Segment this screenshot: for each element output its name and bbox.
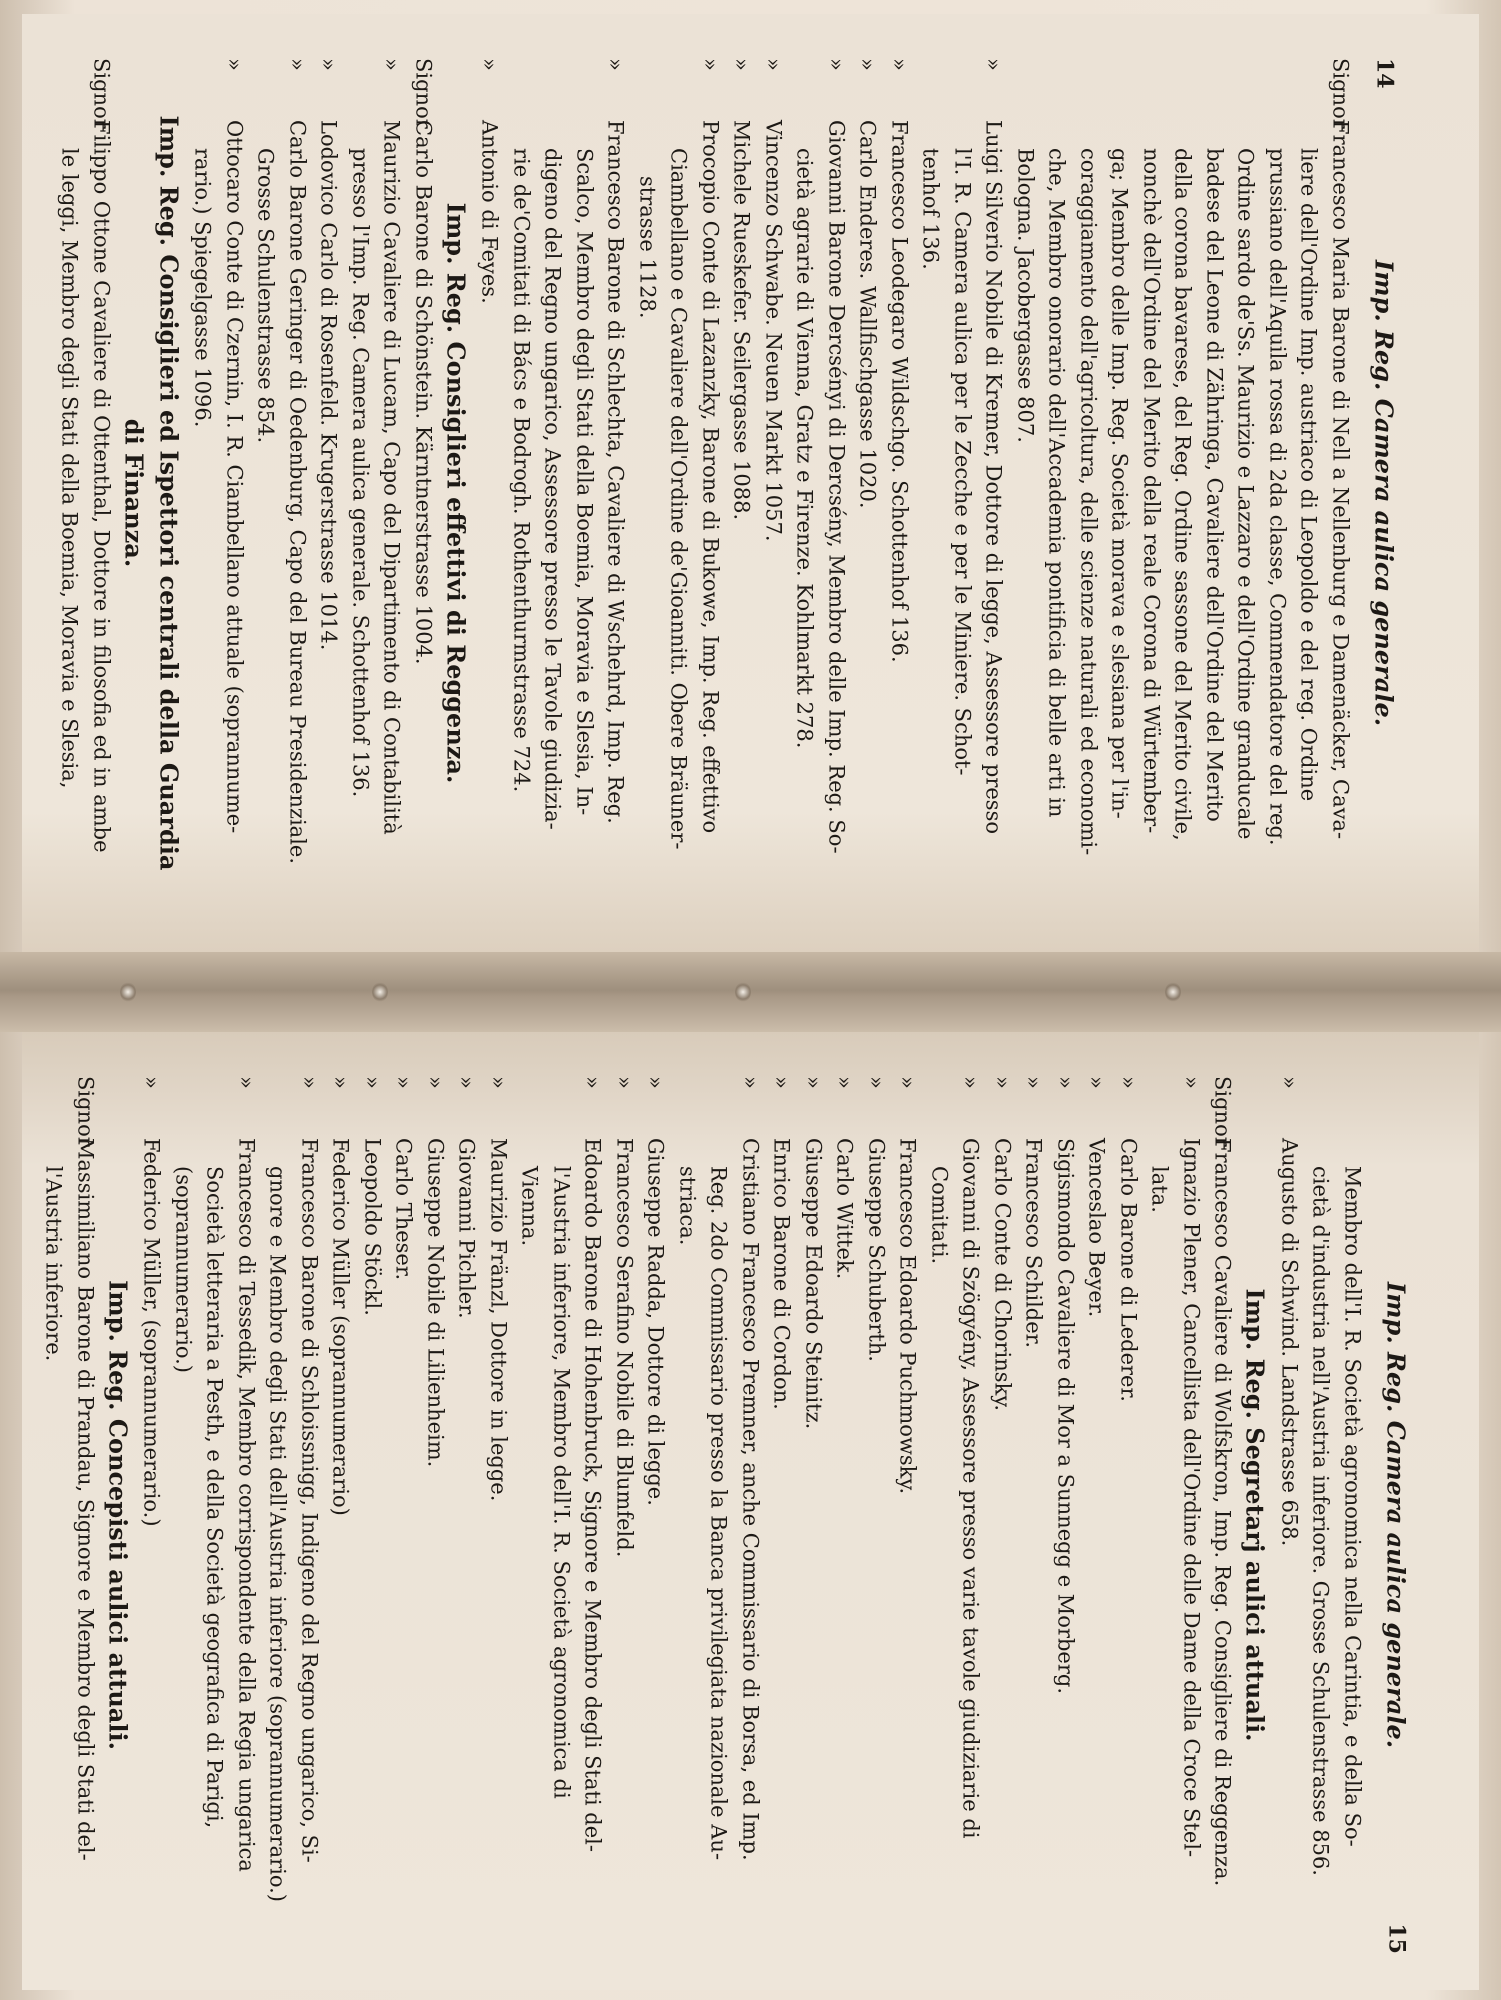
- ditto-mark: »: [761, 58, 785, 71]
- entry-line: [1017, 1076, 1049, 1954]
- ditto-mark: »: [486, 1076, 510, 1089]
- line-text: Francesco Edoardo Puchmowsky.: [895, 1138, 920, 1495]
- ditto-mark: »: [738, 1076, 762, 1089]
- ditto-mark: »: [316, 58, 341, 71]
- binding-stitch: [1165, 982, 1181, 1002]
- section-heading: [116, 58, 151, 928]
- line-text: Maurizio Cavaliere di Lucam, Capo del Dipartimento di Contabilità: [379, 120, 404, 835]
- ditto-mark: »: [1084, 1076, 1109, 1089]
- ditto-mark: »: [222, 58, 246, 71]
- entry-line: [1009, 58, 1041, 928]
- line-text: prussiano dell'Aquila rossa di 2da classe, Commendatore del reg.: [1265, 148, 1289, 846]
- entry-line: [702, 1076, 734, 1954]
- line-text: Lodovico Carlo di Rosenfeld. Krugerstrasse 1014.: [316, 120, 341, 651]
- entry-line: [407, 58, 439, 928]
- line-text: Imp. Reg. Concepisti aulici attuali.: [103, 1280, 132, 1750]
- entry-line: [1206, 1076, 1238, 1954]
- ditto-mark: »: [391, 1076, 416, 1089]
- entry-line: [1080, 1076, 1112, 1954]
- entry-line: [261, 1076, 293, 1954]
- line-text: Francesco Cavaliere di Wolfskron, Imp. Reg. Consigliere di Reggenza.: [1210, 1138, 1235, 1887]
- line-text: Vienna.: [517, 1166, 542, 1247]
- line-text: Reg. 2do Commissario presso la Banca privilegiata nazionale Au-: [706, 1166, 731, 1861]
- line-text: Imp. Reg. Consiglieri effettivi di Reggenza.: [441, 202, 470, 784]
- line-text: Giuseppe Nobile di Lilienheim.: [423, 1138, 447, 1468]
- line-text: Bologna. Jacobergasse 807.: [1013, 148, 1037, 443]
- entry-line: [1135, 58, 1167, 928]
- binding-stitch: [372, 982, 388, 1002]
- ditto-mark: »: [612, 1076, 636, 1089]
- line-text: presso l'Imp. Reg. Camera aulica generale. Schottenhof 136.: [348, 148, 372, 798]
- line-text: Enrico Barone di Cordon.: [769, 1138, 794, 1410]
- line-text: Maurizio Fränzl, Dottore in legge.: [486, 1138, 510, 1502]
- ditto-mark: »: [285, 58, 309, 71]
- line-text: le leggi, Membro degli Stati della Boemia, Moravia e Slesia,: [57, 148, 82, 789]
- line-text: Luigi Silverio Nobile di Kremer, Dottore di legge, Assessore presso: [981, 120, 1006, 834]
- line-text: Antonio di Feyes.: [477, 120, 502, 304]
- line-text: Carlo Barone di Schönstein. Kärntnerstrasse 1004.: [411, 120, 435, 665]
- entry-line: [293, 1076, 325, 1954]
- ditto-mark: »: [990, 1076, 1014, 1089]
- entry-line: [37, 1076, 69, 1954]
- ditto-mark: »: [379, 58, 404, 71]
- entry-prefix: Signor: [1210, 1076, 1235, 1147]
- line-text: nonchè dell'Ordine del Merito della reale Corona di Würtember-: [1139, 148, 1163, 834]
- line-text: Augusto di Schwind. Landstrasse 658.: [1277, 1138, 1301, 1547]
- ditto-mark: »: [769, 1076, 794, 1089]
- line-text: l'I. R. Camera aulica per le Zecche e per le Miniere. Schot-: [950, 148, 974, 776]
- entry-line: [671, 1076, 703, 1954]
- ditto-mark: »: [360, 1076, 384, 1089]
- line-text: lata.: [1147, 1166, 1172, 1213]
- entry-line: [788, 58, 820, 928]
- entry-prefix: Signor: [89, 58, 113, 129]
- line-text: Leopoldo Stöckl.: [360, 1138, 384, 1316]
- book-gutter: [0, 952, 1501, 1032]
- left-page-rotated-frame: [22, 14, 1479, 952]
- line-text: Francesco Barone di Schloissnigg, Indigeno del Regno ungarico, Si-: [297, 1138, 321, 1863]
- entry-line: [954, 1076, 986, 1954]
- entry-line: [1292, 58, 1324, 928]
- entry-line: [1072, 58, 1104, 928]
- line-text: strasse 1128.: [635, 176, 659, 319]
- entry-line: [1175, 1076, 1207, 1954]
- line-text: della corona bavarese, del Reg. Ordine sassone del Merito civile,: [1170, 148, 1195, 841]
- entry-list: [37, 1076, 1367, 1954]
- entry-line: [473, 58, 505, 928]
- line-text: Francesco Schilder.: [1021, 1138, 1046, 1349]
- entry-line: [186, 58, 218, 928]
- line-text: Michele Rueskefer. Seilergasse 1088.: [729, 120, 754, 521]
- entry-line: [891, 1076, 923, 1954]
- ditto-mark: »: [603, 58, 628, 71]
- right-page-rotated-frame: [22, 1032, 1479, 1990]
- line-text: Ignazio Plener, Cancellista dell'Ordine delle Dame della Croce Stel-: [1179, 1138, 1203, 1858]
- entry-line: [482, 1076, 514, 1954]
- entry-line: [576, 1076, 608, 1954]
- line-text: di Finanza.: [119, 418, 148, 568]
- ditto-mark: »: [895, 1076, 920, 1089]
- ditto-mark: »: [698, 58, 722, 71]
- entry-line: [375, 58, 407, 928]
- entry-line: [797, 1076, 829, 1954]
- entry-line: [1273, 1076, 1305, 1954]
- entry-line: [513, 1076, 545, 1954]
- line-text: rario.) Spiegelgasse 1096.: [190, 148, 215, 428]
- left-page-content: [22, 14, 1479, 952]
- ditto-mark: »: [729, 58, 754, 71]
- entry-line: [344, 58, 376, 928]
- line-text: Giovanni Barone Dercsényi di Dercsény, Membro delle Imp. Reg. So-: [824, 120, 848, 854]
- line-text: Membro dell'I. R. Società agronomica nella Carintia, e della So-: [1340, 1166, 1364, 1847]
- line-text: Ciambellano e Cavaliere dell'Ordine de'Gioanniti. Obere Bräuner-: [666, 148, 691, 850]
- section-heading: [438, 58, 473, 928]
- entry-line: [545, 1076, 577, 1954]
- entry-line: [419, 1076, 451, 1954]
- entry-line: [765, 1076, 797, 1954]
- line-text: l'Austria inferiore.: [41, 1166, 66, 1362]
- line-text: tenhof 136.: [918, 148, 943, 270]
- line-text: Carlo Theser.: [391, 1138, 416, 1281]
- line-text: Francesco Serafino Nobile di Blumfeld.: [612, 1138, 636, 1558]
- entry-line: [639, 1076, 671, 1954]
- entry-line: [883, 58, 915, 928]
- entry-line: [725, 58, 757, 928]
- entry-line: [599, 58, 631, 928]
- running-head: [1367, 58, 1399, 928]
- line-text: Giovanni Pichler.: [454, 1138, 479, 1319]
- entry-line: [631, 58, 663, 928]
- entry-line: [198, 1076, 230, 1954]
- line-text: Edoardo Barone di Hohenbruck, Signore e Membro degli Stati del-: [580, 1138, 605, 1852]
- line-text: badese del Leone di Zähringa, Cavaliere dell'Ordine del Merito: [1202, 148, 1226, 822]
- entry-line: [986, 1076, 1018, 1954]
- entry-line: [53, 58, 85, 928]
- line-text: Carlo Enderes. Wallfischgasse 1020.: [855, 120, 880, 509]
- entry-line: [608, 1076, 640, 1954]
- line-text: Carlo Barone di Lederer.: [1116, 1138, 1140, 1402]
- ditto-mark: »: [864, 1076, 888, 1089]
- entry-line: [828, 1076, 860, 1954]
- ditto-mark: »: [297, 1076, 321, 1089]
- entry-list: [53, 58, 1355, 928]
- line-text: Carlo Barone Geringer di Oedenburg, Capo del Bureau Presidenziale.: [285, 120, 309, 865]
- ditto-mark: »: [454, 1076, 479, 1089]
- line-text: Scalco, Membro degli Stati della Boemia, Moravia e Slesia, In-: [572, 148, 596, 816]
- right-page: [22, 1032, 1479, 1990]
- line-text: Giuseppe Radda, Dottore di legge.: [643, 1138, 668, 1506]
- line-text: Federico Müller, (soprannumerario.): [139, 1138, 164, 1527]
- entry-line: [1198, 58, 1230, 928]
- ditto-mark: »: [328, 1076, 353, 1089]
- entry-line: [1336, 1076, 1368, 1954]
- line-text: Ottocaro Conte di Czernin, I. R. Ciambellano attuale (soprannume-: [222, 120, 246, 834]
- entry-line: [946, 58, 978, 928]
- line-text: striaca.: [675, 1166, 699, 1246]
- entry-line: [135, 1076, 167, 1954]
- entry-line: [977, 58, 1009, 928]
- ditto-mark: »: [580, 1076, 605, 1089]
- ditto-mark: »: [423, 1076, 447, 1089]
- line-text: Filippo Ottone Cavaliere di Ottenthal, Dottore in filosofia ed in ambe: [89, 120, 113, 853]
- entry-prefix: Signor: [411, 58, 435, 129]
- entry-line: [1143, 1076, 1175, 1954]
- line-text: Francesco Maria Barone di Nell a Nellenburg e Damenäcker, Cava-: [1328, 120, 1352, 840]
- ditto-mark: »: [958, 1076, 983, 1089]
- line-text: Vincenzo Schwabe. Neuen Markt 1057.: [761, 120, 785, 542]
- entry-line: [1229, 58, 1261, 928]
- line-text: Ordine sardo de'Ss. Maurizio e Lazzaro e dell'Ordine granducale: [1233, 148, 1258, 840]
- line-text: Venceslao Beyer.: [1084, 1138, 1109, 1318]
- entry-line: [249, 58, 281, 928]
- entry-prefix: Signor: [73, 1076, 97, 1147]
- running-head-title: Imp. Reg. Camera aulica generale.: [1369, 259, 1398, 727]
- entry-line: [757, 58, 789, 928]
- entry-line: [218, 58, 250, 928]
- line-text: (soprannumerario.): [171, 1166, 195, 1373]
- ditto-mark: »: [1116, 1076, 1140, 1089]
- line-text: Federico Müller (soprannumerario): [328, 1138, 353, 1516]
- entry-line: [1304, 1076, 1336, 1954]
- line-text: Grosse Schulenstrasse 854.: [253, 148, 278, 444]
- entry-line: [820, 58, 852, 928]
- line-text: Società letteraria a Pesth, e della Società geografica di Parigi,: [202, 1166, 227, 1829]
- line-text: che, Membro onorario dell'Accademia pontificia di belle arti in: [1044, 148, 1069, 818]
- right-page-content: [22, 1032, 1479, 1990]
- ditto-mark: »: [139, 1076, 164, 1089]
- line-text: Imp. Reg. Consiglieri ed Ispettori centrali della Guardia: [154, 115, 183, 871]
- entry-line: [662, 58, 694, 928]
- entry-line: [694, 58, 726, 928]
- line-text: Francesco di Tessedik, Membro corrispondente della Regia ungarica: [234, 1138, 258, 1872]
- section-heading: [1238, 1076, 1273, 1954]
- page-number: 14: [1371, 58, 1397, 89]
- line-text: liere dell'Ordine Imp. austriaco di Leopoldo e del reg. Ordine: [1296, 148, 1321, 802]
- section-heading: [151, 58, 186, 928]
- line-text: digeno del Regno ungarico, Assessore presso le Tavole giudizia-: [540, 148, 565, 830]
- page-number: 15: [1383, 1923, 1409, 1954]
- binding-stitch: [120, 982, 136, 1002]
- line-text: coraggiamento dell'agricoltura, delle scienze naturali ed economi-: [1076, 148, 1100, 856]
- line-text: Giuseppe Edoardo Steinitz.: [801, 1138, 825, 1430]
- line-text: Giovanni di Szögyény, Assessore presso varie tavole giudiziarie di: [958, 1138, 983, 1839]
- line-text: l'Austria inferiore, Membro dell'I. R. Società agronomica di: [549, 1166, 573, 1799]
- line-text: Procopio Conte di Lazanzky, Barone di Bukowe, Imp. Reg. effettivo: [698, 120, 722, 834]
- entry-line: [324, 1076, 356, 1954]
- ditto-mark: »: [1179, 1076, 1203, 1089]
- entry-prefix: Signor: [1328, 58, 1352, 129]
- line-text: rie de'Comitati di Bács e Bodrogh. Rothenthurmstrasse 724.: [509, 148, 533, 793]
- entry-line: [1040, 58, 1072, 928]
- line-text: Giuseppe Schuberth.: [864, 1138, 888, 1362]
- entry-line: [450, 1076, 482, 1954]
- entry-line: [1324, 58, 1356, 928]
- line-text: Massimiliano Barone di Prandau, Signore e Membro degli Stati del-: [73, 1138, 97, 1861]
- entry-line: [568, 58, 600, 928]
- entry-line: [914, 58, 946, 928]
- ditto-mark: »: [1277, 1076, 1301, 1089]
- ditto-mark: »: [234, 1076, 258, 1089]
- line-text: Carlo Conte di Chorinsky.: [990, 1138, 1014, 1412]
- ditto-mark: »: [981, 58, 1006, 71]
- entry-line: [312, 58, 344, 928]
- entry-line: [860, 1076, 892, 1954]
- entry-line: [387, 1076, 419, 1954]
- line-text: Francesco Barone di Schlechta, Cavaliere di Wschehrd, Imp. Reg.: [603, 120, 628, 824]
- entry-line: [923, 1076, 955, 1954]
- entry-line: [851, 58, 883, 928]
- entry-line: [1261, 58, 1293, 928]
- entry-line: [85, 58, 117, 928]
- ditto-mark: »: [1021, 1076, 1046, 1089]
- line-text: gnore e Membro degli Stati dell'Austria inferiore (soprannumerario.): [265, 1166, 290, 1902]
- line-text: Cristiano Francesco Premner, anche Commissario di Borsa, ed Imp.: [738, 1138, 762, 1861]
- line-text: cietà d'industria nell'Austria inferiore. Grosse Schulenstrasse 856.: [1308, 1166, 1333, 1876]
- entry-line: [505, 58, 537, 928]
- line-text: Comitati.: [927, 1166, 951, 1265]
- entry-line: [1103, 58, 1135, 928]
- entry-line: [167, 1076, 199, 1954]
- entry-line: [1049, 1076, 1081, 1954]
- ditto-mark: »: [832, 1076, 857, 1089]
- ditto-mark: »: [824, 58, 848, 71]
- line-text: cietà agrarie di Vienna, Gratz e Firenze. Kohlmarkt 278.: [792, 148, 817, 749]
- line-text: ga; Membro delle Imp. Reg. Società morava e slesiana per l'in-: [1107, 148, 1132, 819]
- entry-line: [1166, 58, 1198, 928]
- ditto-mark: »: [855, 58, 880, 71]
- entry-line: [281, 58, 313, 928]
- entry-line: [734, 1076, 766, 1954]
- entry-line: [1112, 1076, 1144, 1954]
- ditto-mark: »: [477, 58, 502, 71]
- running-head: [1379, 1076, 1411, 1954]
- binding-stitch: [735, 982, 751, 1002]
- running-head-title: Imp. Reg. Camera aulica generale.: [1381, 1281, 1410, 1749]
- left-page: [22, 14, 1479, 952]
- entry-line: [356, 1076, 388, 1954]
- section-heading: [100, 1076, 135, 1954]
- line-text: Sigismondo Cavaliere di Mor a Sunnegg e Morberg.: [1053, 1138, 1077, 1695]
- ditto-mark: »: [643, 1076, 668, 1089]
- line-text: Francesco Leodegaro Wildschgo. Schottenhof 136.: [887, 120, 911, 663]
- ditto-mark: »: [887, 58, 911, 71]
- ditto-mark: »: [1053, 1076, 1077, 1089]
- ditto-mark: »: [801, 1076, 825, 1089]
- line-text: Imp. Reg. Segretarj aulici attuali.: [1240, 1288, 1270, 1742]
- line-text: Carlo Wittek.: [832, 1138, 857, 1280]
- entry-line: [69, 1076, 101, 1954]
- entry-line: [536, 58, 568, 928]
- entry-line: [230, 1076, 262, 1954]
